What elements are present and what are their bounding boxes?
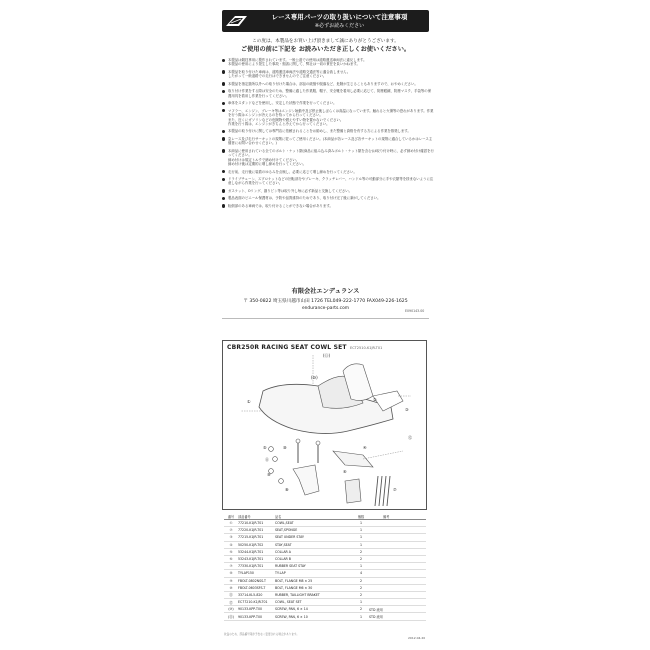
cell: SEAT,SPONGE <box>275 527 353 534</box>
cell <box>383 613 426 620</box>
seat-under-stay-shape <box>333 451 373 467</box>
callout-label: (⑩) <box>311 375 318 380</box>
caution-item <box>222 129 434 133</box>
bullet-icon <box>222 189 225 192</box>
table-row <box>224 577 426 584</box>
bullet-icon <box>222 149 225 152</box>
cell: 77210-K1JR-T01 <box>238 520 275 527</box>
cell: 2 <box>353 606 369 613</box>
cell: (⑩) <box>224 606 238 613</box>
cell: FBOLT-0802NSS-T <box>238 577 275 584</box>
table-row <box>224 563 426 570</box>
caution-item <box>222 70 434 79</box>
cell <box>369 527 383 534</box>
col-header: 備考 <box>383 514 426 520</box>
col-header: 個数 <box>353 514 369 520</box>
cell: COWL, SEAT SET <box>275 599 353 606</box>
cell <box>383 527 426 534</box>
caution-item <box>222 137 434 146</box>
callout-label: ④ <box>363 445 367 450</box>
cell: ⑦ <box>224 563 238 570</box>
cell <box>383 591 426 598</box>
cell <box>369 591 383 598</box>
cell: STD 流用 <box>369 606 383 613</box>
cell: RUBBER SEAT STAY <box>275 563 353 570</box>
cell: 4 <box>353 570 369 577</box>
cell: ⑪ <box>224 591 238 598</box>
caution-text: 製品表面のビニール保護材は、予防や品質維持のためであり、取り付け完了後に剥がしてください。 <box>228 196 381 201</box>
caution-item <box>222 149 434 167</box>
cell: ⑥ <box>224 555 238 562</box>
footer-date: 2012.04.20 <box>408 636 426 640</box>
bullet-icon <box>222 102 225 105</box>
cell: SEAT UNDER STAY <box>275 534 353 541</box>
cell: 1 <box>353 534 369 541</box>
callout-label: ⑧ <box>285 487 289 492</box>
caution-item <box>222 170 434 174</box>
cell <box>369 570 383 577</box>
col-header: 品名 <box>275 514 353 520</box>
cell: COWL,SEAT <box>275 520 353 527</box>
parts-table <box>224 514 426 621</box>
cell: 77215-K1JR-T01 <box>238 534 275 541</box>
caution-text: 本製品は競技専用に製作されています。一般公道での使用は道路運送車両法に違反します。 本製品の使用により発生した事故・損害に関して、弊社は一切の責任を負いかねます。 <box>228 58 367 67</box>
caution-text: ガスケット、Oリング、割りピン等は取り外し毎に必ず新品と交換してください。 <box>228 188 353 193</box>
caution-text: 走行前、走行後に装着のゆるみを点検し、必要に応じて増し締めを行ってください。 <box>228 169 357 174</box>
cell: ② <box>224 527 238 534</box>
caution-item <box>222 204 434 208</box>
cell: STD 流用 <box>369 613 383 620</box>
cell: 77330-K1JR-T01 <box>238 563 275 570</box>
caution-text: 本製品を取り付けた車両は、道路運送車両法や道路交通法等に適合致しません。 したがって一般道路での走行はできませんのでご注意ください。 <box>228 69 351 79</box>
cell: ⑨ <box>224 577 238 584</box>
table-row <box>224 584 426 591</box>
caution-list <box>222 58 434 211</box>
cell: 1 <box>353 613 369 620</box>
caution-text: 本商品に使用されている全てのボルト・ナット類(商品に組み込み済みボルト・ナット類を含む)は取り付け時に、必ず締め付け確認を行ってください。 締め付けは規定トルクで締め付けてください。 締め付け後は定期的に増し締めを行ってください。 <box>228 148 434 167</box>
cell <box>383 541 426 548</box>
cell <box>383 599 426 606</box>
bullet-icon <box>222 170 225 173</box>
callout-label: ⑪ <box>265 457 269 462</box>
table-row <box>224 548 426 555</box>
cell <box>383 584 426 591</box>
intro-instruction: ご使用の前に下記を お読みいただき正しくお使いください。 <box>240 46 411 53</box>
stay-seat-shape <box>293 465 319 495</box>
bullet-icon <box>222 82 225 85</box>
bullet-icon <box>222 109 225 112</box>
cell: 77220-K1JR-T01 <box>238 527 275 534</box>
bullet-icon <box>222 197 225 200</box>
cell: EC77210-K1JR-T01 <box>238 599 275 606</box>
callout-label: ⑩ <box>283 445 287 450</box>
footer-note: 改良のため、部品番号等が予告なく変更される場合があります。 <box>224 633 299 636</box>
cell: ⑤ <box>224 548 238 555</box>
cell: 90133-KPP-T00 <box>238 613 275 620</box>
cell: ⑩ <box>224 584 238 591</box>
exploded-parts-diagram <box>222 340 427 510</box>
caution-item <box>222 101 434 105</box>
caution-item <box>222 82 434 86</box>
bullet-icon <box>222 70 225 73</box>
caution-text: 本製品の取り付けに関しては専門店に依頼されることをお勧めし、また整備と資格を有する方による作業を推奨します。 <box>228 129 411 134</box>
bullet-icon <box>222 204 225 207</box>
cell: COLLAR B <box>275 555 353 562</box>
cell: 2 <box>353 548 369 555</box>
intro-thanks: この度は、本製品をお買い上げ頂きまして誠にありがとうございます。 <box>252 39 399 44</box>
company-block <box>222 286 429 311</box>
cell <box>369 584 383 591</box>
cell: 2 <box>353 555 369 562</box>
cell: ⑧ <box>224 570 238 577</box>
cell <box>383 577 426 584</box>
cell <box>383 534 426 541</box>
document-code: E090143.00 <box>405 309 425 313</box>
cell: 1 <box>353 527 369 534</box>
cell: COLLAR A <box>275 548 353 555</box>
cell <box>369 577 383 584</box>
cell <box>383 548 426 555</box>
table-row <box>224 541 426 548</box>
cell <box>369 541 383 548</box>
caution-text: 本製品を指定箇所以外への取り付けた場合は、部品の破損や脱落など、危険が生じることもありますので、おやめください。 <box>228 81 418 86</box>
diagram-drawing <box>223 341 428 511</box>
cell: 2 <box>353 591 369 598</box>
cell: (⑪) <box>224 613 238 620</box>
cell: BOLT, FLANGE M6 × 30 <box>275 584 353 591</box>
callout-label: ⑫ <box>408 435 412 440</box>
table-row <box>224 555 426 562</box>
callout-label: ③ <box>405 407 409 412</box>
cell: FBOLT-0603SFS-T <box>238 584 275 591</box>
table-row <box>224 591 426 598</box>
divider <box>222 318 429 319</box>
cell: SCREW, PAN, 6 × 10 <box>275 613 353 620</box>
caution-item <box>222 109 434 127</box>
bullet-icon <box>222 59 225 62</box>
col-header: 部品番号 <box>238 514 275 520</box>
cell <box>369 555 383 562</box>
table-row <box>224 613 426 620</box>
caution-text: 転倒部のある車両では、取り付けることができない場合があります。 <box>228 203 333 208</box>
callout-label: ② <box>373 397 377 402</box>
cell: 90133-KPP-T00 <box>238 606 275 613</box>
company-address: 〒 350-0822 埼玉県川越市山田 1726 TEL049-222-1770 FAX049-226-1625 <box>243 299 408 304</box>
header-title: レース専用パーツの取り扱いについて注意事項 <box>271 13 408 21</box>
cell: TY-LAP <box>275 570 353 577</box>
cell: 50250-K1JR-T02 <box>238 541 275 548</box>
cell <box>383 570 426 577</box>
callout-label: ⑦ <box>393 487 397 492</box>
callout-label: ⑨ <box>267 472 271 477</box>
caution-text: ドライブチェーン、スプロケットなどの回転部分やブレーキ、クラッチレバー、ハンドル等の可動部分に手や衣類等を挟まないように注意しながら作業を行ってください。 <box>228 177 434 186</box>
table-row <box>224 599 426 606</box>
notice-header <box>222 10 429 32</box>
table-row <box>224 527 426 534</box>
cell: 2 <box>353 577 369 584</box>
cell: STAY,SEAT <box>275 541 353 548</box>
cell: 53243-K1JR-T01 <box>238 555 275 562</box>
caution-item <box>222 89 434 98</box>
cell: 2 <box>353 584 369 591</box>
rubber-stay-shape <box>345 479 361 503</box>
cell <box>369 534 383 541</box>
cell: ① <box>224 520 238 527</box>
cell: SCREW, PAN, 6 × 14 <box>275 606 353 613</box>
company-name: 有限会社エンデュランス <box>291 288 360 295</box>
cell: 33714-KL5-820 <box>238 591 275 598</box>
table-row <box>224 534 426 541</box>
bullet-icon <box>222 90 225 93</box>
cell: TYLAP150 <box>238 570 275 577</box>
callout-label: ⑤ <box>263 445 267 450</box>
cell <box>383 555 426 562</box>
callout-label: (⑪) <box>323 353 331 358</box>
col-header: 番号 <box>224 514 238 520</box>
endurance-logo-icon <box>225 13 249 29</box>
cell: 1 <box>353 563 369 570</box>
cell: ⑫ <box>224 599 238 606</box>
caution-item <box>222 196 434 200</box>
cell <box>383 563 426 570</box>
caution-text: 急レース及び走行サーキットの規則に従ってご使用ください。(本商品が各レース及び各サーキットの規則に適合しているかはレース主催者にお問い合わせください。) <box>228 136 433 146</box>
bullet-icon <box>222 137 225 140</box>
callout-label: ① <box>247 399 251 404</box>
caution-item <box>222 189 434 193</box>
cell: 1 <box>353 599 369 606</box>
bullet-icon <box>222 178 225 181</box>
cell <box>369 599 383 606</box>
cell <box>383 606 426 613</box>
cell: 1 <box>353 541 369 548</box>
table-row <box>224 570 426 577</box>
bullet-icon <box>222 130 225 133</box>
cell <box>369 548 383 555</box>
caution-item <box>222 177 434 186</box>
cell <box>383 520 426 527</box>
company-url: endurance-parts.com <box>301 306 350 311</box>
header-subtitle: ※必ずお読みください <box>314 23 365 29</box>
cell <box>369 520 383 527</box>
cell: ③ <box>224 534 238 541</box>
cell: 53244-K1JR-T01 <box>238 548 275 555</box>
cell: ④ <box>224 541 238 548</box>
caution-item <box>222 58 434 67</box>
diagram-title: CBR250R RACING SEAT COWL SET <box>227 344 347 351</box>
cell <box>369 563 383 570</box>
table-row <box>224 606 426 613</box>
diagram-code: ECT2510-K1JR-T01 <box>350 345 383 350</box>
callout-label: ⑥ <box>343 469 347 474</box>
caution-text: 取り付け作業をする際は安全のため、整備に適した作業服、帽子、安全靴を着用し必要に応じて、防塵眼鏡、防塵マスク、手袋等の保護用具を着用し作業を行ってください。 <box>228 89 432 98</box>
cell: RUBBER, TAILLIGHT BRAKET <box>275 591 353 598</box>
caution-text: 車体をスタンドなどを使用し、安定した状態で作業を行ってください。 <box>228 101 337 106</box>
cell: 1 <box>353 520 369 527</box>
caution-text: マフラー、エンジン、ブレーキ等はエンジン始動中及び停止後しばらくは高温になっています。触れると火傷等の恐れがあります。作業を行う際はエンジンが冷えるのを待ってから行ってください。 また、近くにガソリンなどの危険物や燃えやすい物を置かないでください。 作業を行う際は、エンジンがきちんと冷えてから行ってください。 <box>228 108 434 126</box>
cell: BOLT, FLANGE M8 × 25 <box>275 577 353 584</box>
table-row <box>224 520 426 527</box>
